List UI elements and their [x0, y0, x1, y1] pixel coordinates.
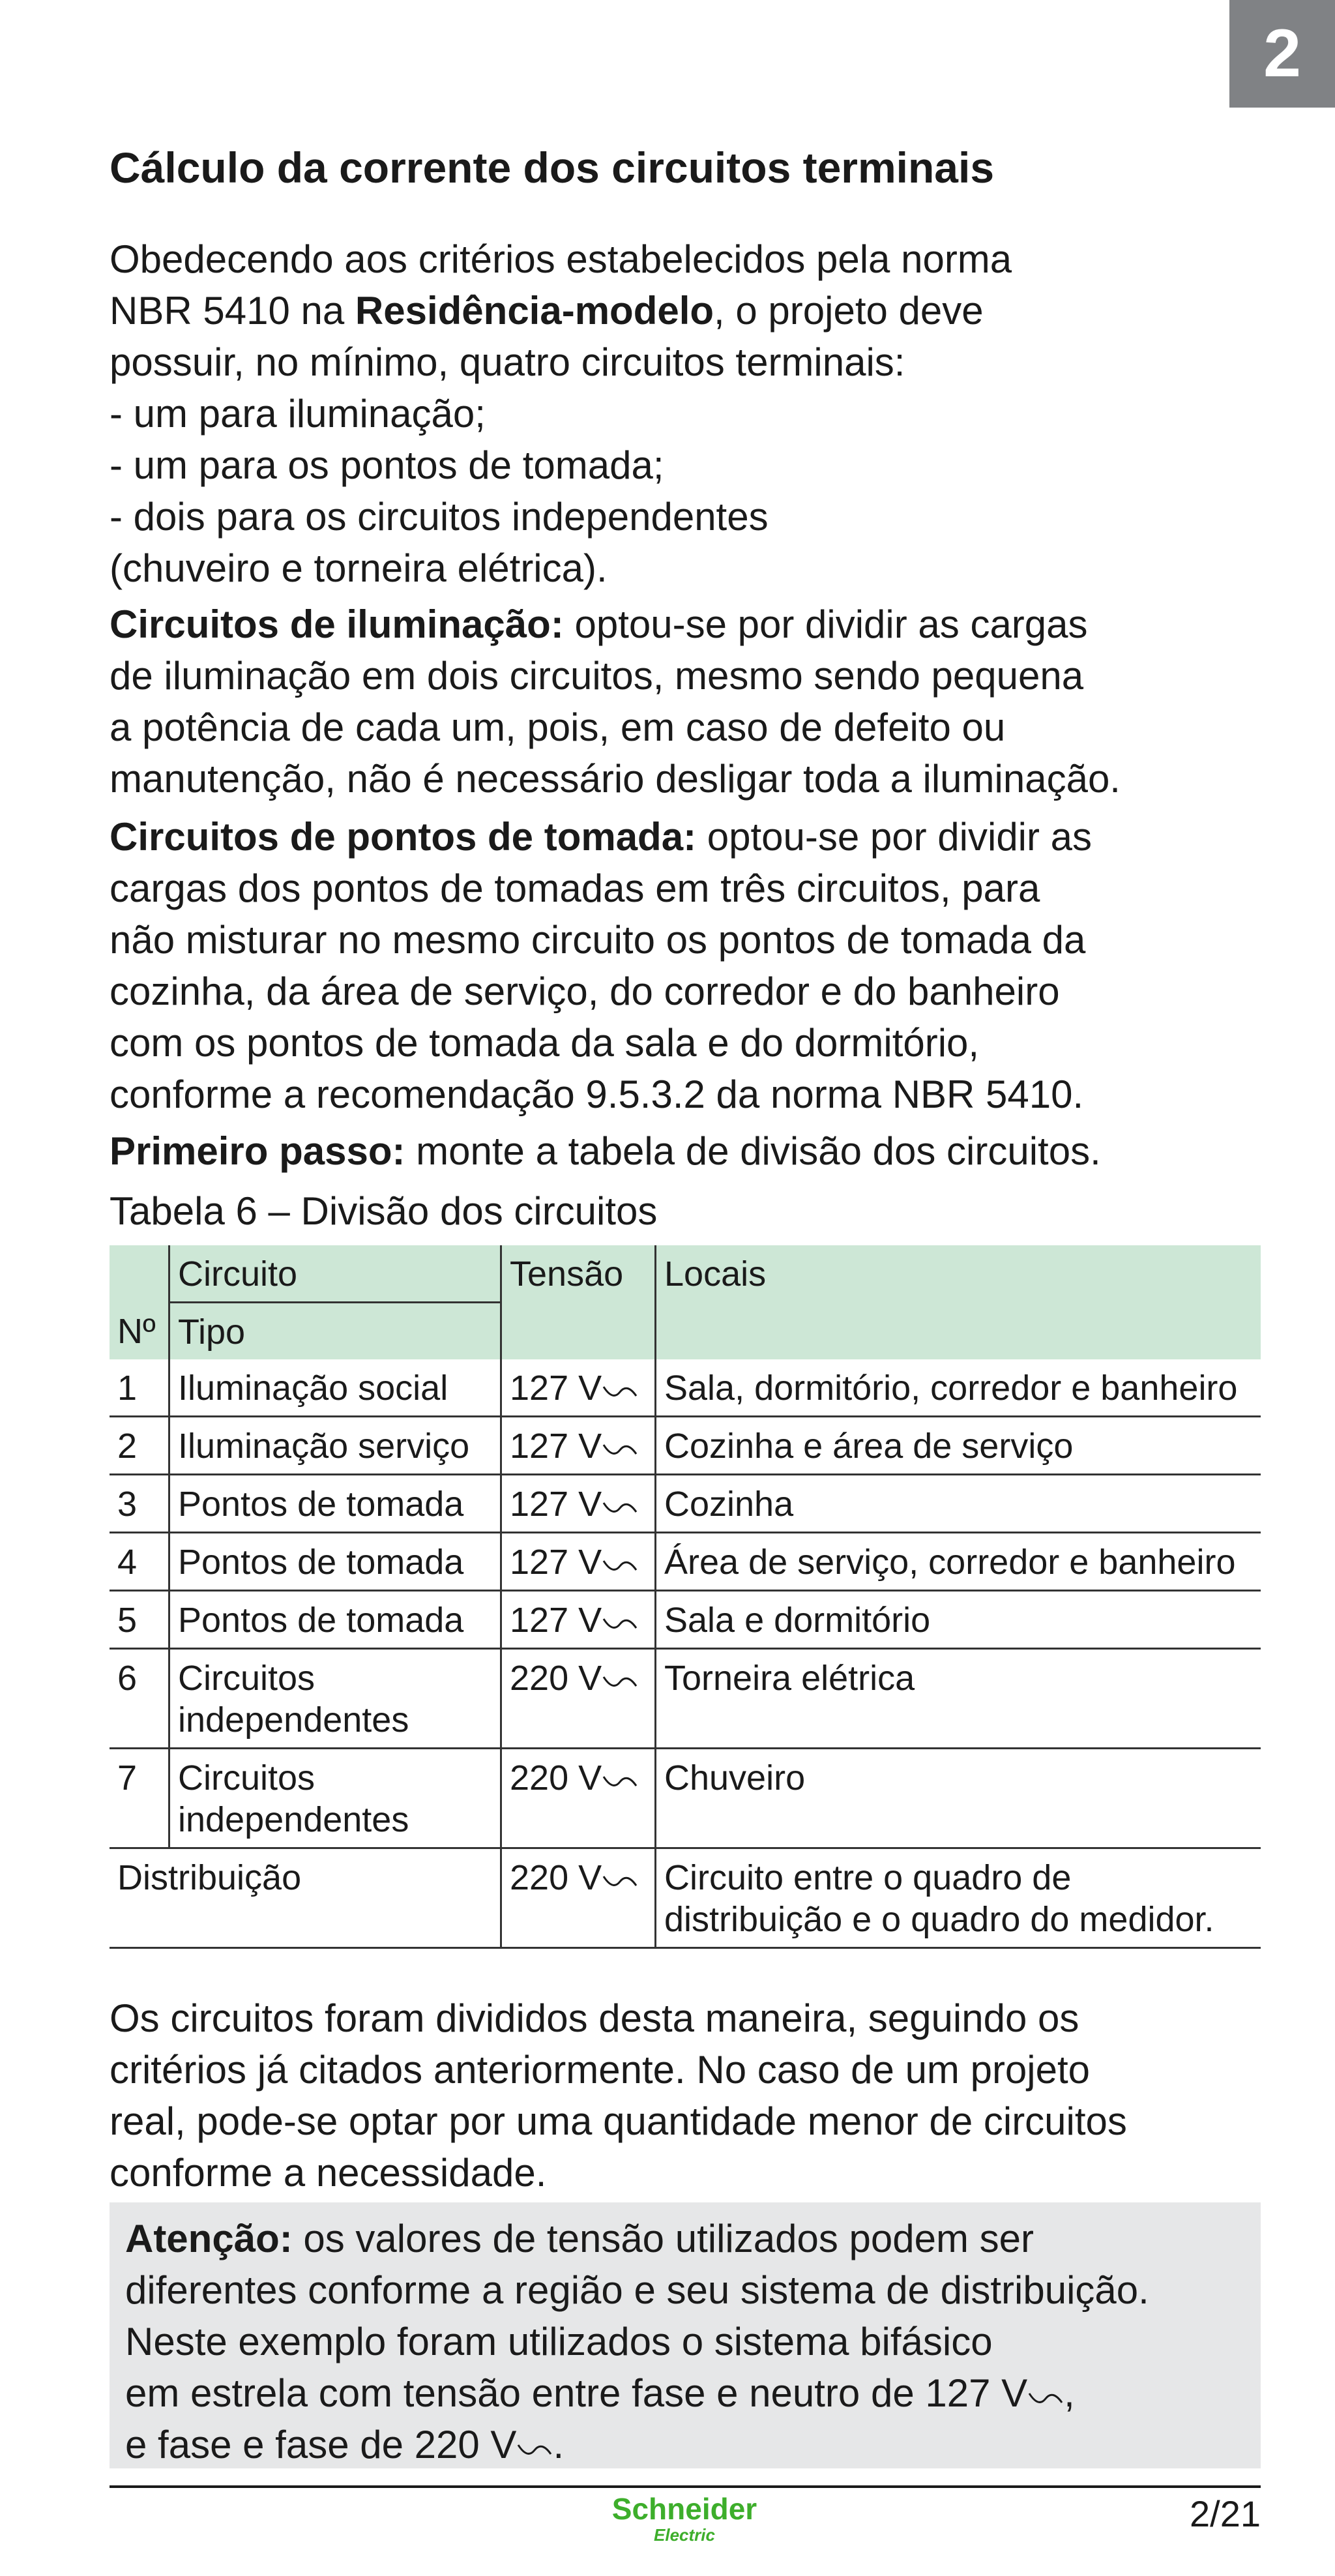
- table-row-distribution: Distribuição 220 V Circuito entre o quadro de distribuição e o quadro do medidor.: [110, 1848, 1261, 1948]
- first-step-label: Primeiro passo:: [110, 1129, 405, 1173]
- ac-symbol-icon: [602, 1556, 638, 1575]
- table-row: 3 Pontos de tomada 127 V Cozinha: [110, 1475, 1261, 1533]
- table-row: 1 Iluminação social 127 V Sala, dormitório, corredor e banheiro: [110, 1359, 1261, 1417]
- intro-line: NBR 5410 na Residência-modelo, o projeto deve: [110, 289, 984, 333]
- table-caption: Tabela 6 – Divisão dos circuitos: [110, 1189, 658, 1233]
- ac-symbol-icon: [602, 1614, 638, 1633]
- page-title: Cálculo da corrente dos circuitos terminais: [110, 143, 995, 192]
- conclusion-paragraph: Os circuitos foram divididos desta maneira, seguindo os critérios já citados anteriormente. No caso de um projeto real, pode-se optar por uma quantidade menor de circuitos conforme a necessidade.: [110, 1996, 1127, 2195]
- intro-line: possuir, no mínimo, quatro circuitos terminais:: [110, 340, 905, 384]
- header-locais: Locais: [656, 1245, 1261, 1359]
- ac-symbol-icon: [602, 1440, 638, 1459]
- intro-line: - dois para os circuitos independentes: [110, 495, 769, 539]
- page-number: 2/21: [1190, 2493, 1261, 2534]
- table-row: 2 Iluminação serviço 127 V Cozinha e área de serviço: [110, 1417, 1261, 1475]
- header-tipo: Tipo: [169, 1303, 501, 1360]
- header-numero: Nº: [110, 1303, 169, 1360]
- attention-note: Atenção: os valores de tensão utilizados podem ser diferentes conforme a região e seu sistema de distribuição. Neste exemplo foram utilizados o sistema bifásico em estrela com tensão entre fase e neutro de 127 V , e fase e fase de 220 V .: [110, 2202, 1261, 2468]
- socket-paragraph: Circuitos de pontos de tomada: optou-se por dividir as cargas dos pontos de tomadas em três circuitos, para não misturar no mesmo circuito os pontos de tomada da cozinha, da área de serviço, do corredor e do banheiro com os pontos de tomada da sala e do dormitório, conforme a recomendação 9.5.3.2 da norma NBR 5410.: [110, 815, 1093, 1116]
- ac-symbol-icon: [602, 1672, 638, 1691]
- table-row: 7 Circuitos independentes 220 V Chuveiro: [110, 1749, 1261, 1848]
- chapter-number: 2: [1263, 16, 1301, 91]
- ac-symbol-icon: [516, 2440, 553, 2459]
- socket-label: Circuitos de pontos de tomada:: [110, 815, 697, 859]
- intro-line: Obedecendo aos critérios estabelecidos pela norma: [110, 237, 1012, 281]
- intro-line: (chuveiro e torneira elétrica).: [110, 546, 608, 590]
- table-row: 6 Circuitos independentes 220 V Torneira elétrica: [110, 1649, 1261, 1749]
- model-house-bold: Residência-modelo: [355, 289, 714, 333]
- ac-symbol-icon: [602, 1771, 638, 1791]
- schneider-logo: [606, 2492, 763, 2544]
- header-circuito: Circuito: [169, 1245, 501, 1303]
- table-row: 4 Pontos de tomada 127 V Área de serviço, corredor e banheiro: [110, 1533, 1261, 1591]
- lighting-label: Circuitos de iluminação:: [110, 602, 564, 646]
- ac-symbol-icon: [602, 1498, 638, 1517]
- circuit-division-table: [110, 1245, 1261, 1949]
- intro-line: - um para os pontos de tomada;: [110, 443, 664, 487]
- attention-label: Atenção:: [125, 2217, 293, 2260]
- first-step-paragraph: Primeiro passo: monte a tabela de divisão dos circuitos.: [110, 1129, 1101, 1173]
- footer-rule: [110, 2485, 1261, 2488]
- ac-symbol-icon: [602, 1382, 638, 1401]
- table-row: 5 Pontos de tomada 127 V Sala e dormitório: [110, 1591, 1261, 1649]
- brand-name: Schneider: [611, 2492, 757, 2526]
- chapter-tab: [1229, 0, 1335, 108]
- ac-symbol-icon: [602, 1871, 638, 1891]
- header-tensao: Tensão: [501, 1245, 656, 1359]
- lighting-paragraph: Circuitos de iluminação: optou-se por dividir as cargas de iluminação em dois circuitos, mesmo sendo pequena a potência de cada um, pois, em caso de defeito ou manutenção, não é necessário desligar toda a iluminação.: [110, 602, 1121, 801]
- intro-paragraph: [110, 233, 1012, 594]
- ac-symbol-icon: [1027, 2388, 1064, 2408]
- intro-line: - um para iluminação;: [110, 392, 486, 436]
- brand-sub: Electric: [654, 2525, 715, 2545]
